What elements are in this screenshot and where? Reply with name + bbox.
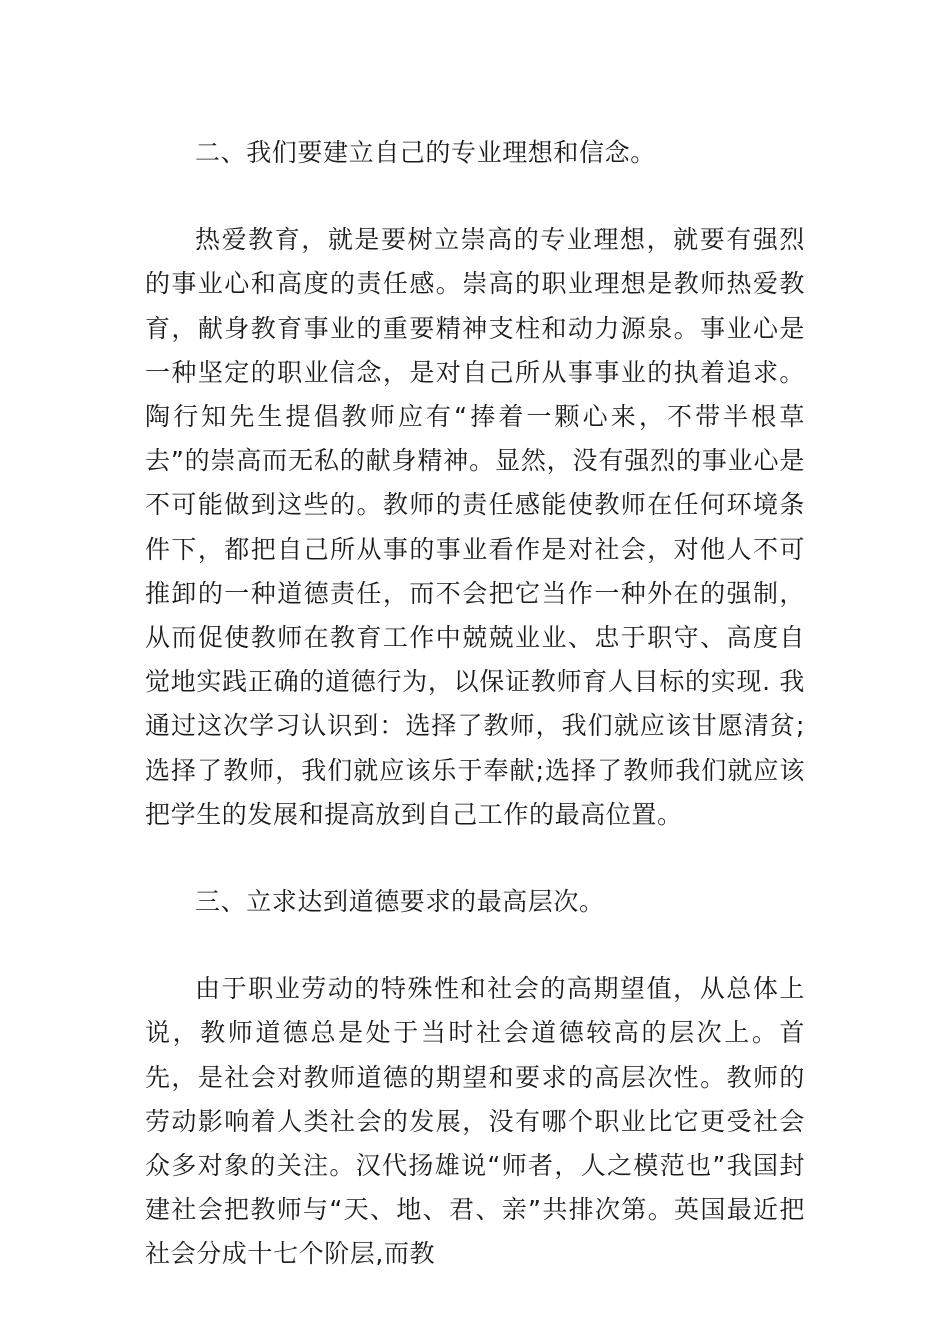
document-body (145, 131, 805, 1277)
paragraph-professional-ideal: 热爱教育，就是要树立崇高的专业理想，就要有强烈的事业心和高度的责任感。崇高的职业理想是教师热爱教育，献身教育事业的重要精神支柱和动力源泉。事业心是一种坚定的职业信念，是对自己所从事事业的执着追求。陶行知先生提倡教师应有“捧着一颗心来，不带半根草去”的崇高而无私的献身精神。显然，没有强烈的事业心是不可能做到这些的。教师的责任感能使教师在任何环境条件下，都把自己所从事的事业看作是对社会，对他人不可推卸的一种道德责任，而不会把它当作一种外在的强制，从而促使教师在教育工作中兢兢业业、忠于职守、高度自觉地实践正确的道德行为，以保证教师育人目标的实现. 我通过这次学习认识到：选择了教师，我们就应该甘愿清贫;选择了教师，我们就应该乐于奉献;选择了教师我们就应该把学生的发展和提高放到自己工作的最高位置。 (145, 225, 805, 829)
section-heading-2: 二、我们要建立自己的专业理想和信念。 (195, 138, 656, 167)
section-heading-3: 三、立求达到道德要求的最高层次。 (195, 887, 605, 917)
paragraph-gap (145, 837, 805, 880)
paragraph-moral-level: 由于职业劳动的特殊性和社会的高期望值，从总体上说，教师道德总是处于当时社会道德较高的层次上。首先，是社会对教师道德的期望和要求的高层次性。教师的劳动影响着人类社会的发展，没有哪个职业比它更受社会众多对象的关注。汉代扬雄说“师者，人之模范也”我国封建社会把教师与“天、地、君、亲”共排次第。英国最近把社会分成十七个阶层,而教 (145, 974, 805, 1269)
paragraph-gap (145, 175, 805, 218)
paragraph-gap (145, 924, 805, 967)
